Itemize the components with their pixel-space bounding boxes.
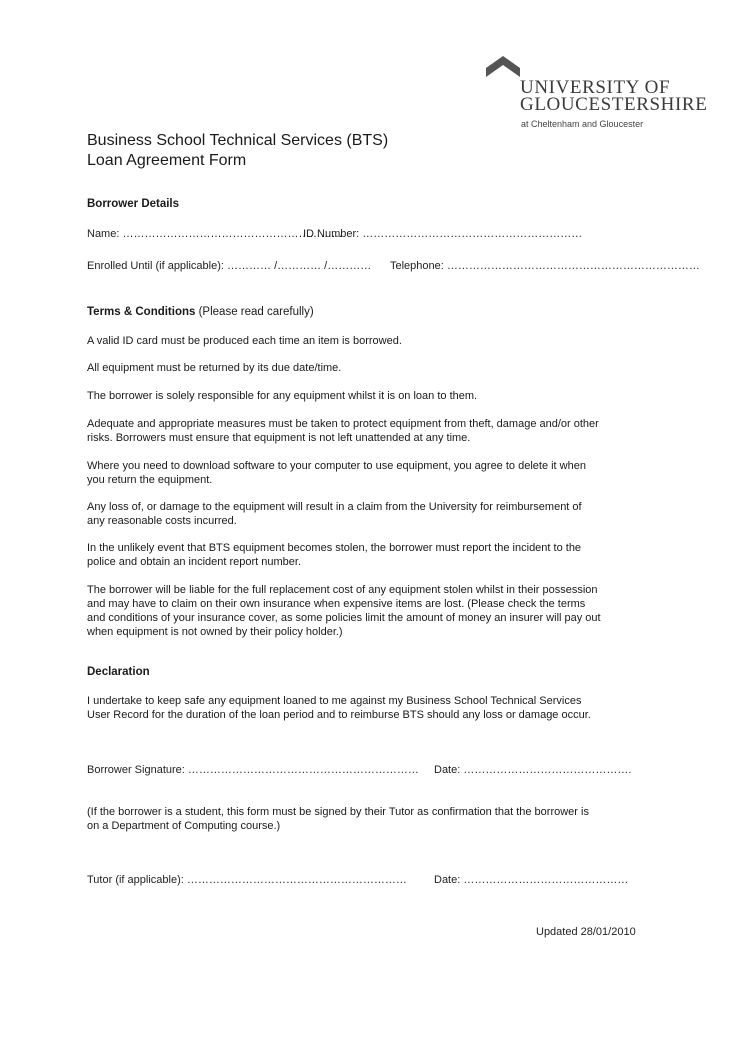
term-item: [87, 500, 662, 528]
term-line: Any loss of, or damage to the equipment will result in a claim from the University for reimbursement of: [87, 501, 582, 513]
declaration-line: I undertake to keep safe any equipment loaned to me against my Business School Technical Services: [87, 695, 582, 707]
terms-heading-title: Terms & Conditions: [87, 306, 196, 318]
term-line: risks. Borrowers must ensure that equipment is not left unattended at any time.: [87, 432, 471, 444]
term-line: In the unlikely event that BTS equipment becomes stolen, the borrower must report the incident to the: [87, 542, 582, 554]
telephone-field[interactable]: Telephone: ……………………………………………………………: [390, 260, 700, 272]
term-item: [87, 389, 662, 403]
tutor-date-field[interactable]: Date: ………………………………………: [434, 874, 629, 886]
declaration-line: User Record for the duration of the loan period and to reimburse BTS should any loss or damage occur.: [87, 709, 591, 721]
enrolled-until-field[interactable]: Enrolled Until (if applicable): ………… /………… /…………: [87, 260, 372, 272]
name-field[interactable]: Name: ……………………………………………………: [87, 228, 343, 240]
declaration-text: [87, 694, 662, 722]
term-item: [87, 334, 662, 348]
university-name-line2: GLOUCESTERSHIRE: [520, 94, 708, 115]
declaration-heading: Declaration: [87, 666, 150, 678]
borrower-signature-field[interactable]: Borrower Signature: ………………………………………………………: [87, 764, 419, 776]
term-line: The borrower will be liable for the full replacement cost of any equipment stolen whilst in their possession: [87, 584, 598, 596]
borrower-details-heading: Borrower Details: [87, 198, 180, 210]
term-line: A valid ID card must be produced each time an item is borrowed.: [87, 335, 402, 347]
term-item: [87, 541, 662, 569]
term-item: [87, 417, 662, 445]
term-line: when equipment is not owned by their policy holder.): [87, 626, 343, 638]
student-note: [87, 805, 662, 833]
borrower-date-field[interactable]: Date: ……………………………………….: [434, 764, 632, 776]
term-line: and may have to claim on their own insurance when expensive items are lost. (Please check the terms: [87, 598, 586, 610]
terms-heading: [87, 306, 314, 318]
term-line: Where you need to download software to your computer to use equipment, you agree to delete it when: [87, 460, 586, 472]
form-title-line2: Loan Agreement Form: [87, 152, 247, 169]
terms-heading-note: (Please read carefully): [195, 306, 314, 318]
id-number-field[interactable]: ID Number: ……………………………………………………: [303, 228, 583, 240]
term-item: [87, 459, 662, 487]
term-line: police and obtain an incident report number.: [87, 556, 302, 568]
term-line: Adequate and appropriate measures must be taken to protect equipment from theft, damage and/or other: [87, 418, 599, 430]
term-line: you return the equipment.: [87, 474, 213, 486]
form-title-line1: Business School Technical Services (BTS): [87, 132, 389, 149]
university-name-line1: UNIVERSITY OF: [520, 77, 671, 98]
term-line: and conditions of your insurance cover, as some policies limit the amount of money an insurer will pay out: [87, 612, 601, 624]
updated-date: Updated 28/01/2010: [536, 926, 636, 938]
student-note-line: (If the borrower is a student, this form must be signed by their Tutor as confirmation that the borrower is: [87, 806, 589, 818]
university-subtitle: at Cheltenham and Gloucester: [521, 119, 644, 129]
term-line: All equipment must be returned by its due date/time.: [87, 362, 342, 374]
university-logo-chevron-icon: [486, 54, 520, 80]
term-line: any reasonable costs incurred.: [87, 515, 237, 527]
term-item: [87, 583, 662, 639]
student-note-line: on a Department of Computing course.): [87, 820, 281, 832]
term-line: The borrower is solely responsible for any equipment whilst it is on loan to them.: [87, 390, 478, 402]
tutor-signature-field[interactable]: Tutor (if applicable): ……………………………………………………: [87, 874, 407, 886]
term-item: [87, 361, 662, 375]
